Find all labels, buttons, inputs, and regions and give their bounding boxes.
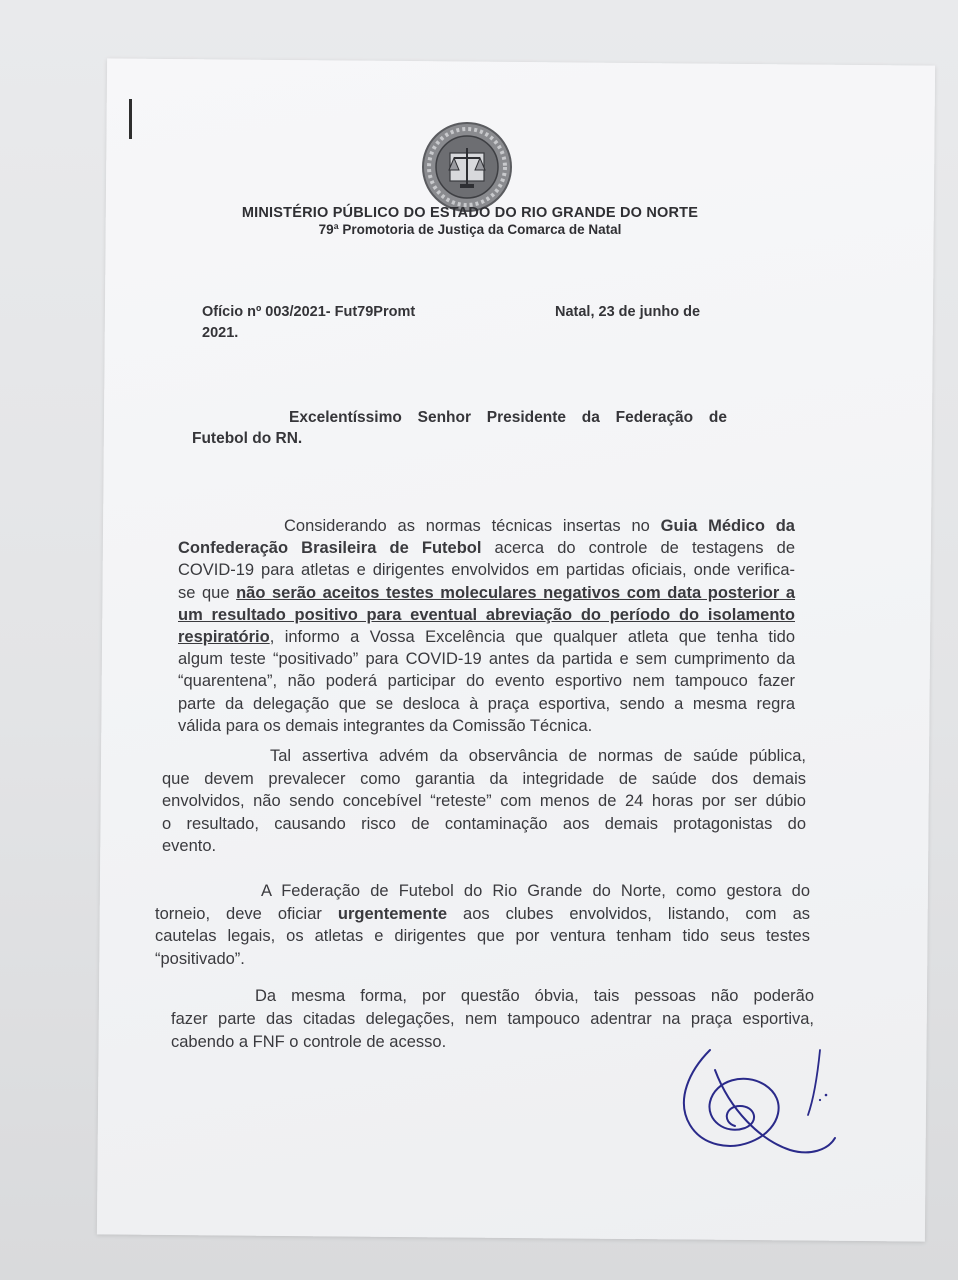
emphasis-text: não serão aceitos testes moleculares negativos com data posterior a [236,583,795,602]
document-year: 2021. [202,325,239,341]
text-line: A Federação de Futebol do Rio Grande do Norte, como gestora do [261,882,810,900]
coat-of-arms-icon [420,120,514,214]
text-line: Da mesma forma, por questão óbvia, tais pessoas não poderão [255,987,814,1005]
text-line [155,903,810,926]
text-span: se que [178,583,237,602]
text-line: algum teste “positivado” para COVID-19 antes da partida e sem cumprimento da [178,650,795,669]
reference-block [202,302,742,344]
addressee-line: Futebol do RN. [192,430,303,447]
text-line: que devem prevalecer como garantia da integridade de saúde dos demais [162,769,806,788]
text-line [178,582,795,604]
addressee-line: Excelentíssimo Senhor Presidente da Federação de [289,409,727,426]
text-line: “quarentena”, não poderá participar do evento esportivo nem tampouco fazer [178,672,795,691]
text-line [178,626,795,648]
addressee-block [192,407,727,449]
paragraph-2 [162,745,806,858]
text-span: aos clubes envolvidos, listando, com as [447,904,810,923]
paragraph-3 [155,880,810,970]
institution-name: MINISTÉRIO PÚBLICO DO ESTADO DO RIO GRANDE DO NORTE [241,205,699,221]
emphasis-text: um resultado positivo para eventual abreviação do período do isolamento [178,605,795,624]
document-date: Natal, 23 de junho de [555,304,701,320]
text-span: , informo a Vossa Excelência que qualquer atleta que tenha tido [269,628,795,647]
text-line: evento. [162,837,217,855]
reference-number: Ofício nº 003/2021- Fut79Promt [202,304,416,320]
text-line: cabendo a FNF o controle de acesso. [171,1033,447,1051]
margin-mark [129,99,132,139]
text-line: cautelas legais, os atletas e dirigentes que por ventura tenham tido seus testes [155,927,810,945]
text-span: torneio, deve oficiar [155,904,338,923]
emphasis-text: respiratório [178,628,270,647]
text-span: Considerando as normas técnicas insertas no [284,517,661,535]
bold-text: Confederação Brasileira de Futebol [178,539,482,558]
text-span: acerca do controle de testagens de [481,539,795,558]
text-line: envolvidos, não sendo concebível “reteste” com menos de 24 horas por ser dúbio [162,792,806,810]
text-line: COVID-19 para atletas e dirigentes envolvidos em partidas oficiais, onde verifica- [178,561,795,580]
text-line: “positivado”. [155,949,245,968]
text-line: Tal assertiva advém da observância de normas de saúde pública, [270,747,806,765]
paragraph-1 [178,515,795,737]
bold-text: urgentemente [337,904,447,923]
bold-text: Guia Médico da [660,517,795,535]
text-line: fazer parte das citadas delegações, nem tampouco adentrar na praça esportiva, [171,1010,814,1028]
text-line: o resultado, causando risco de contaminação aos demais protagonistas do [162,814,806,833]
text-line [178,537,795,559]
office-name: 79ª Promotoria de Justiça da Comarca de Natal [318,222,622,237]
signature-icon [670,1040,850,1160]
text-line: parte da delegação que se desloca à praça esportiva, sendo a mesma regra [178,694,795,713]
text-line: válida para os demais integrantes da Comissão Técnica. [178,716,593,735]
text-line [178,515,795,537]
